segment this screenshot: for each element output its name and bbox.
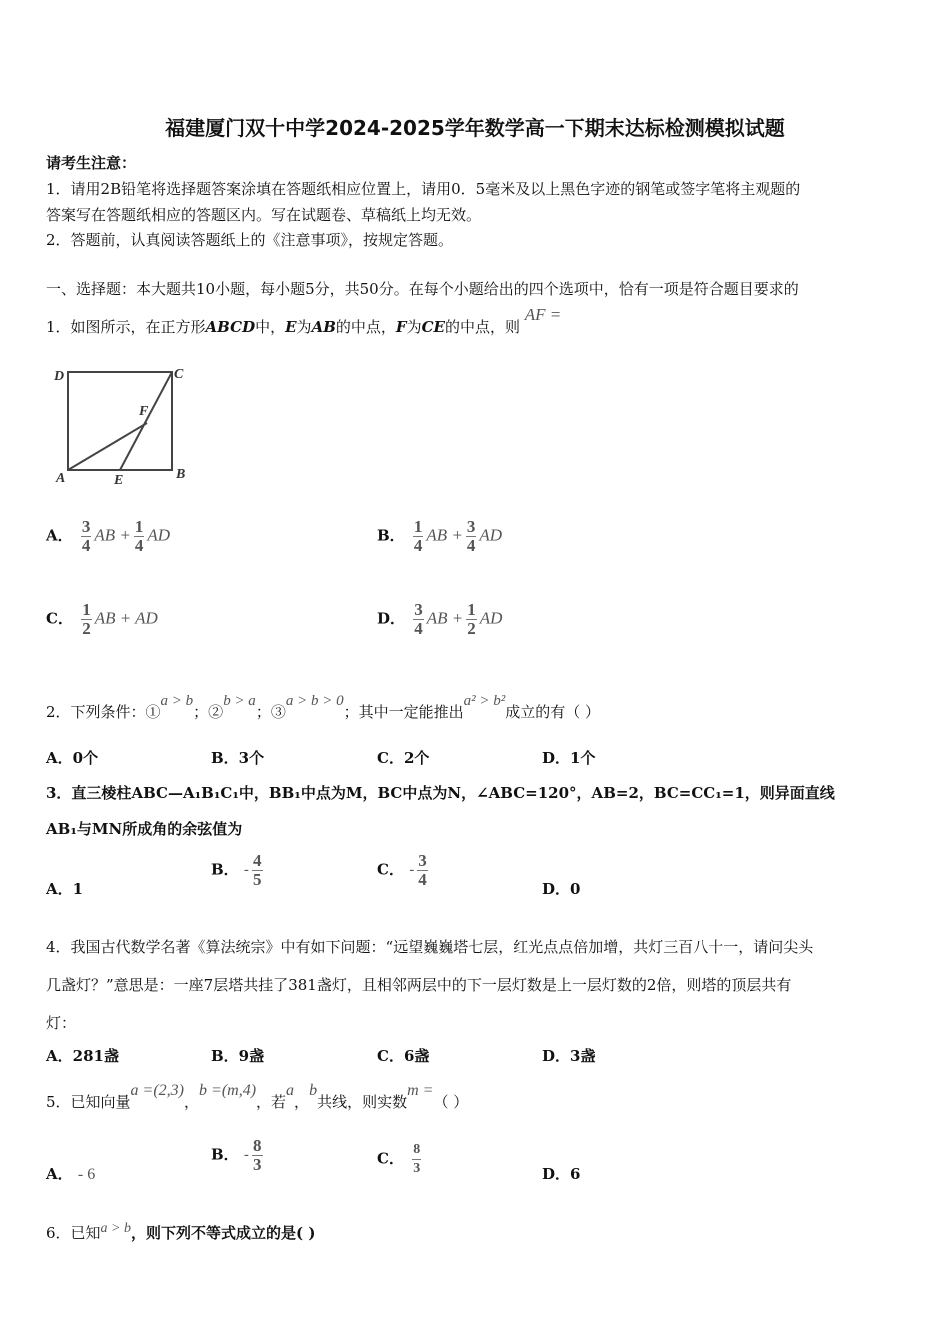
q3-option-a[interactable]: A．1 — [46, 880, 84, 898]
label-b: B — [176, 467, 186, 482]
q1-ab: AB — [311, 318, 336, 336]
segment-af — [68, 423, 147, 470]
q1-b-t1: AB + — [426, 525, 463, 545]
q3-b-label: B． — [211, 860, 239, 879]
q5-b-frac — [252, 1137, 263, 1174]
q1-c-frac1 — [81, 601, 92, 638]
q2-cond-4: a² > b² — [463, 693, 506, 709]
q1-e: E — [285, 318, 297, 336]
q1-b-n1: 1 — [413, 517, 423, 536]
q5-c-num: 8 — [412, 1141, 421, 1160]
q2-option-c[interactable]: C．2个 — [377, 749, 430, 767]
q6-text-b: ，则下列不等式成立的是( ) — [131, 1224, 316, 1242]
page-title: 福建厦门双十中学2024-2025学年数学高一下期末达标检测模拟试题 — [165, 116, 785, 140]
q1-d-n1: 3 — [414, 600, 423, 619]
label-e: E — [114, 473, 124, 488]
square-abcd — [68, 372, 172, 470]
q1-d-t1: AB + — [426, 608, 464, 628]
question-6-stem — [46, 1222, 315, 1243]
q5-m: m = — [407, 1082, 434, 1099]
q3-option-d[interactable]: D．0 — [542, 880, 581, 898]
q1-b-frac1 — [413, 518, 424, 555]
q1-d-d1: 4 — [414, 619, 423, 638]
q2-option-d[interactable]: D．1个 — [542, 749, 596, 767]
notice-heading: 请考生注意： — [46, 154, 137, 172]
q1-b-d2: 4 — [466, 536, 476, 555]
question-5-stem — [46, 1082, 469, 1112]
label-f: F — [139, 404, 149, 419]
q1-ce: CE — [421, 318, 445, 336]
q4-option-a[interactable]: A．281盏 — [46, 1047, 119, 1065]
question-4-line-1: 4．我国古代数学名著《算法统宗》中有如下问题：“远望巍巍塔七层，红光点点倍加增，共灯三百八十一，请问尖头 — [46, 938, 814, 956]
q1-text-b: 中， — [255, 318, 286, 336]
q1-d-d2: 2 — [467, 619, 476, 638]
q5-sep-1: ， — [184, 1093, 200, 1111]
question-3-line-2: AB₁与MN所成角的余弦值为 — [46, 820, 243, 838]
q3-option-b[interactable] — [211, 852, 266, 889]
q1-a-d2: 4 — [134, 536, 144, 555]
q3-c-frac — [417, 852, 428, 889]
q1-option-c[interactable] — [46, 601, 158, 638]
q5-b-num: 8 — [253, 1136, 262, 1155]
q1-text-e: 为 — [406, 318, 422, 336]
q5-option-a[interactable] — [46, 1163, 95, 1184]
q1-c-n1: 1 — [82, 600, 91, 619]
q1-a-t2: AD — [147, 525, 171, 545]
q2-text-a: 2．下列条件：① — [46, 703, 161, 721]
q3-b-frac — [252, 852, 263, 889]
q3-b-num: 4 — [253, 851, 262, 870]
notice-line-1b: 答案写在答题纸相应的答题区内。写在试题卷、草稿纸上均无效。 — [46, 206, 482, 224]
q1-option-b-label: B． — [377, 526, 405, 545]
q1-text-f: 的中点，则 — [444, 318, 520, 336]
q3-c-label: C． — [377, 860, 404, 879]
label-a: A — [56, 471, 66, 486]
q5-b-den: 3 — [253, 1155, 262, 1174]
q1-text-c: 为 — [296, 318, 312, 336]
q1-c-d1: 2 — [82, 619, 91, 638]
q5-vector-a: a =(2,3) — [130, 1082, 184, 1099]
question-1-stem — [46, 305, 562, 337]
q1-option-a[interactable] — [46, 518, 170, 555]
q3-b-den: 5 — [253, 870, 262, 889]
q3-option-c[interactable] — [377, 852, 431, 889]
q5-b-sign: - — [243, 1145, 249, 1164]
label-d: D — [54, 369, 65, 384]
q2-cond-3: a > b > 0 — [285, 693, 344, 709]
notice-line-2: 2．答题前，认真阅读答题纸上的《注意事项》，按规定答题。 — [46, 231, 454, 249]
q1-b-d1: 4 — [413, 536, 423, 555]
question-2-stem — [46, 693, 600, 722]
q3-c-num: 3 — [418, 851, 427, 870]
notice-line-1a: 1．请用2B铅笔将选择题答案涂填在答题纸相应位置上，请用0．5毫米及以上黑色字迹的钢笔或签字笔将主观题的 — [46, 180, 801, 198]
q1-a-n1: 3 — [81, 517, 91, 536]
q1-text-d: 的中点， — [335, 318, 396, 336]
q1-b-t2: AD — [479, 525, 503, 545]
q1-a-t1: AB + — [94, 525, 131, 545]
q1-a-n2: 1 — [134, 517, 144, 536]
q6-text-a: 6．已知 — [46, 1224, 101, 1242]
q1-d-frac1 — [413, 601, 424, 638]
q5-c-frac — [412, 1141, 421, 1178]
q1-option-d[interactable] — [377, 601, 502, 638]
q1-d-frac2 — [466, 601, 477, 638]
q1-abcd: ABCD — [205, 318, 256, 336]
q3-b-sign: - — [243, 860, 249, 879]
q5-text-c: 共线，则实数 — [317, 1093, 408, 1111]
q5-text-d: （ ） — [433, 1093, 469, 1111]
q3-c-den: 4 — [418, 870, 427, 889]
q5-option-b[interactable] — [211, 1137, 266, 1174]
q2-cond-1: a > b — [160, 693, 194, 709]
section-heading: 一、选择题：本大题共10小题，每小题5分，共50分。在每个小题给出的四个选项中，恰有一项是符合题目要求的 — [46, 280, 799, 298]
question-4-line-3: 灯： — [46, 1014, 77, 1032]
q2-sep-1: ；② — [193, 703, 224, 721]
q1-option-d-label: D． — [377, 609, 406, 628]
q1-a-frac1 — [81, 518, 92, 555]
q1-math-af: AF = — [524, 305, 562, 324]
square-figure — [50, 360, 200, 490]
q5-option-d[interactable]: D．6 — [542, 1165, 581, 1183]
q1-option-a-label: A． — [46, 526, 73, 545]
segment-ec — [120, 372, 172, 470]
q5-c-label: C． — [377, 1149, 404, 1168]
question-3-line-1: 3．直三棱柱ABC—A₁B₁C₁中，BB₁中点为M，BC中点为N，∠ABC=120°，AB=2，BC=CC₁=1，则异面直线 — [46, 784, 835, 802]
q2-sep-2: ；③ — [255, 703, 286, 721]
q1-a-frac2 — [134, 518, 145, 555]
q4-option-c[interactable]: C．6盏 — [377, 1047, 430, 1065]
q5-c-den: 3 — [413, 1161, 421, 1176]
q1-d-n2: 1 — [467, 600, 476, 619]
q2-option-a[interactable]: A．0个 — [46, 749, 99, 767]
q5-b-label: B． — [211, 1145, 239, 1164]
q5-option-c[interactable] — [377, 1141, 424, 1178]
q1-option-c-label: C． — [46, 609, 73, 628]
q3-c-sign: - — [409, 860, 415, 879]
q1-c-t1: AB + AD — [94, 608, 158, 628]
q2-text-b: ；其中一定能推出 — [343, 703, 464, 721]
q1-b-frac2 — [466, 518, 477, 555]
question-4-line-2: 几盏灯？”意思是：一座7层塔共挂了381盏灯，且相邻两层中的下一层灯数是上一层灯数的2倍，则塔的顶层共有 — [46, 976, 792, 994]
q5-text-a: 5．已知向量 — [46, 1093, 131, 1111]
q2-option-b[interactable]: B．3个 — [211, 749, 265, 767]
q2-cond-2: b > a — [223, 693, 256, 709]
q1-f: F — [395, 318, 407, 336]
q5-sep-2: ， — [294, 1093, 310, 1111]
q1-a-d1: 4 — [81, 536, 91, 555]
q1-b-n2: 3 — [466, 517, 476, 536]
q6-condition: a > b — [100, 1221, 131, 1236]
q4-option-b[interactable]: B．9盏 — [211, 1047, 265, 1065]
q5-b: b — [309, 1082, 318, 1099]
q5-a-label: A． — [46, 1165, 73, 1183]
q1-option-b[interactable] — [377, 518, 502, 555]
q2-text-c: 成立的有（ ） — [505, 703, 600, 721]
q4-option-d[interactable]: D．3盏 — [542, 1047, 596, 1065]
q5-a: a — [286, 1082, 295, 1099]
q1-d-t2: AD — [479, 608, 503, 628]
q1-text-a: 1．如图所示，在正方形 — [46, 318, 206, 336]
label-c: C — [174, 367, 184, 382]
q5-text-b: ，若 — [256, 1093, 287, 1111]
q5-a-value: - 6 — [77, 1166, 96, 1183]
q5-vector-b: b =(m,4) — [199, 1082, 257, 1099]
